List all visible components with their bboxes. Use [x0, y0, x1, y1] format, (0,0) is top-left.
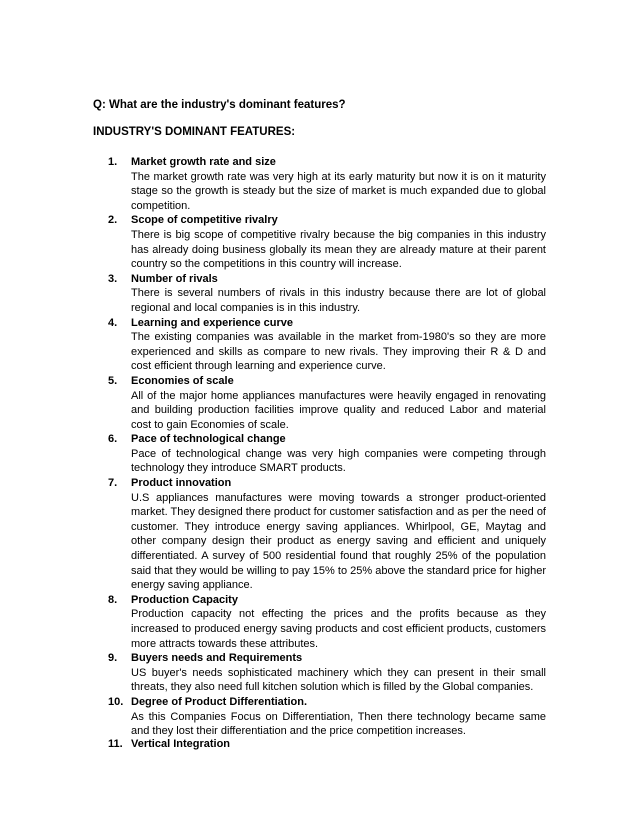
item-number: 8. [108, 593, 118, 606]
item-title: Product innovation [131, 477, 232, 490]
section-heading: INDUSTRY'S DOMINANT FEATURES: [93, 126, 296, 138]
item-number: 3. [108, 272, 118, 285]
item-text: Pace of technological change was very high companies were competing through technology they introduce SMART products. [131, 447, 546, 475]
item-number: 6. [108, 433, 118, 446]
list-item [108, 651, 546, 695]
item-title: Degree of Product Differentiation. [131, 695, 308, 708]
list-item [108, 432, 546, 476]
item-number: 5. [108, 374, 118, 387]
item-text: Production capacity not effecting the prices and the profits because as they increased to produced energy saving products and cost efficient products, customers more attracts towards these attributes. [131, 608, 546, 650]
item-title: Vertical Integration [131, 738, 231, 750]
item-text: The existing companies was available in the market from-1980's so they are more experienced and skills as compare to new rivals. They improving their R & D and cost efficient through learning and experience curve. [131, 331, 546, 373]
item-title: Number of rivals [131, 272, 218, 285]
list-item [108, 593, 546, 651]
list-item [108, 316, 546, 374]
item-title: Market growth rate and size [131, 156, 276, 168]
item-text: The market growth rate was very high at its early maturity but now it is on it maturity stage so the growth is steady but the size of market is much expanded due to global competition. [131, 170, 546, 212]
list-item [108, 695, 546, 739]
item-number: 9. [108, 652, 118, 665]
item-number: 1. [108, 156, 118, 168]
question-heading: Q: What are the industry's dominant features? [93, 99, 346, 111]
item-text: There is big scope of competitive rivalry because the big companies in this industry has already doing business globally its mean they are already mature at their parent country so the competitions in this country will increase. [131, 228, 546, 271]
list-item [108, 155, 546, 213]
item-text: US buyer's needs sophisticated machinery which they can present in their small threats, they also need full kitchen solution which is filled by the Global companies. [131, 666, 546, 694]
item-number: 11. [108, 738, 123, 750]
item-text: There is several numbers of rivals in this industry because there are lot of global regional and local companies is in this industry. [131, 287, 546, 314]
list-item [108, 272, 546, 316]
item-text: U.S appliances manufactures were moving towards a stronger product-oriented market. They designed there product for customer satisfaction and as per the need of customer. They introduce energy saving appliances. Whirlpool, GE, Maytag and other company design their product as energy saving and efficient and uniquely differentiated. A survey of 500 residential found that roughly 25% of the population said that they would be willing to pay 15% to 25% above the standard price for higher energy saving appliance. [131, 491, 546, 592]
item-title: Production Capacity [131, 593, 238, 606]
features-list [108, 155, 546, 739]
item-title: Pace of technological change [131, 433, 286, 446]
list-item-last [108, 737, 569, 752]
item-number: 4. [108, 316, 118, 329]
item-text: All of the major home appliances manufactures were heavily engaged in renovating and building production facilities improve quality and reduced Labor and material cost to gain Economies of scale. [131, 389, 546, 431]
item-title: Scope of competitive rivalry [131, 214, 278, 227]
item-number: 7. [108, 477, 118, 490]
item-title: Buyers needs and Requirements [131, 652, 303, 665]
item-text: As this Companies Focus on Differentiation, Then there technology became same and they lost their differentiation and the price competition increases. [131, 710, 546, 738]
list-item [108, 476, 546, 593]
list-item [108, 213, 546, 271]
item-number: 10. [108, 695, 124, 708]
item-number: 2. [108, 214, 118, 227]
item-title: Learning and experience curve [131, 316, 294, 329]
item-title: Economies of scale [131, 374, 234, 387]
list-item [108, 374, 546, 432]
